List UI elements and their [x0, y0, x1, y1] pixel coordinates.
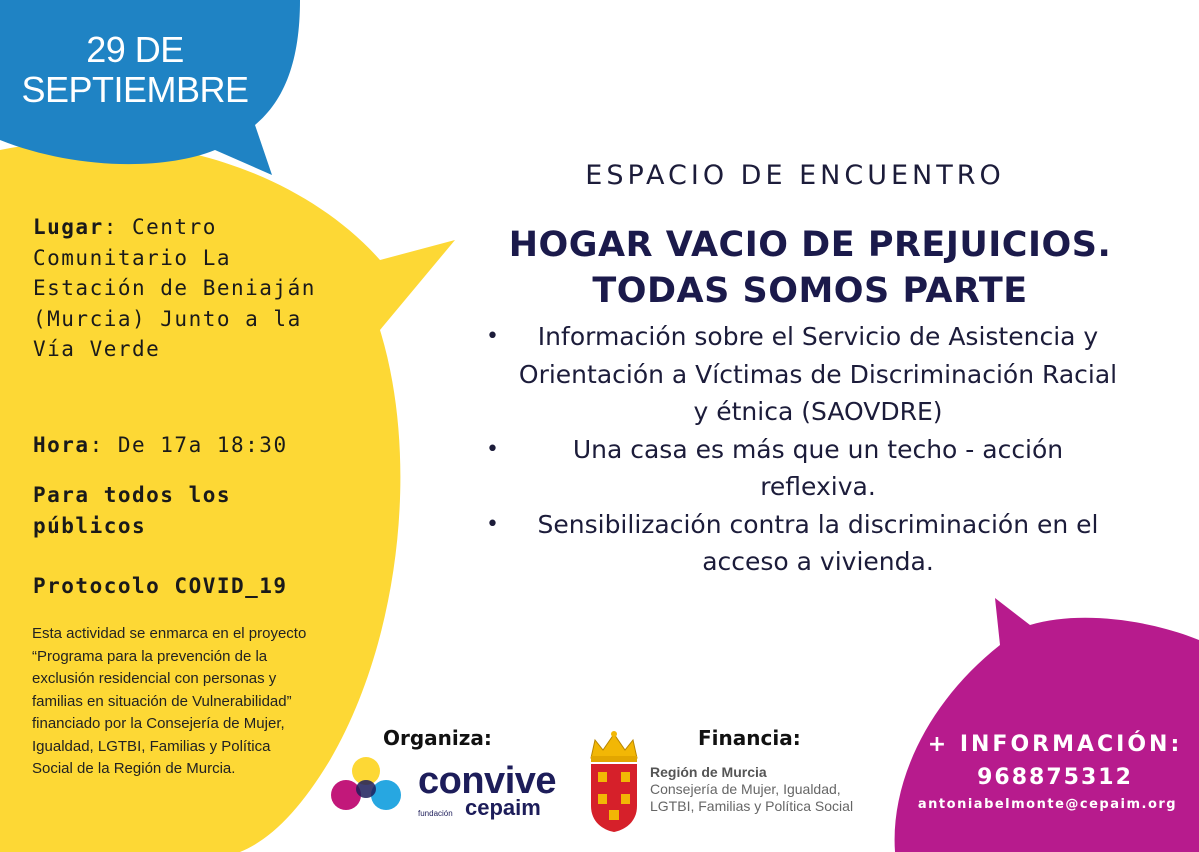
murcia-coat-of-arms-icon — [585, 728, 643, 834]
info-email[interactable]: antoniabelmonte@cepaim.org — [917, 797, 1178, 812]
list-item — [478, 506, 1118, 581]
title-line-2: TODAS SOMOS PARTE — [592, 271, 1028, 311]
fundacion-label: fundación — [418, 809, 453, 818]
cepaim-brand: cepaim — [465, 795, 541, 820]
date-line-2: SEPTIEMBRE — [21, 69, 249, 110]
convive-brand: convive — [418, 760, 557, 802]
list-item — [478, 318, 1118, 431]
info-title: + INFORMACIÓN: — [927, 732, 1183, 757]
event-title — [440, 222, 1180, 314]
audience-info: Para todos los públicos — [33, 483, 232, 538]
location-label: Lugar — [33, 215, 104, 239]
region-name: Región de Murcia — [650, 764, 767, 780]
list-item — [478, 431, 1118, 506]
convive-logo-icon — [330, 755, 412, 817]
bullet-icon: • — [486, 436, 499, 462]
location-info — [33, 212, 333, 365]
time-label: Hora — [33, 433, 90, 457]
info-phone[interactable]: 968875312 — [977, 765, 1133, 790]
title-line-1: HOGAR VACIO DE PREJUICIOS. — [508, 225, 1112, 265]
time-info — [33, 430, 288, 460]
bullet-icon: • — [486, 324, 499, 349]
magenta-speech-bubble — [895, 598, 1199, 852]
date-line-1: 29 DE — [86, 29, 184, 70]
bullet-icon: • — [486, 511, 499, 537]
list-item-text: Sensibilización contra la discriminación en el acceso a vivienda. — [537, 509, 1099, 576]
project-description: Esta actividad se enmarca en el proyecto “Programa para la prevención de la exclusión residencial con personas y familias en situación de Vulnerabilidad” financiado por la Consejería de Mujer, Igualdad, LGTBI, Familias y Política Social de la Región de Murcia. — [32, 625, 307, 777]
activity-list — [478, 318, 1118, 581]
list-item-text: Una casa es más que un techo - acción reflexiva. — [572, 434, 1064, 501]
event-subtitle: ESPACIO DE ENCUENTRO — [585, 160, 1005, 191]
covid-protocol: Protocolo COVID_19 — [33, 574, 288, 598]
location-text: : Centro Comunitario La Estación de Beniaján (Murcia) Junto a la Vía Verde — [33, 215, 316, 361]
time-text: : De 17a 18:30 — [89, 433, 288, 457]
region-department: Consejería de Mujer, Igualdad, LGTBI, Familias y Política Social — [650, 781, 854, 814]
list-item-text: Información sobre el Servicio de Asistencia y Orientación a Víctimas de Discriminación Racial y étnica (SAOVDRE) — [518, 322, 1118, 426]
funder-label: Financia: — [698, 726, 801, 750]
organizer-label: Organiza: — [383, 726, 492, 750]
event-date — [10, 30, 260, 110]
